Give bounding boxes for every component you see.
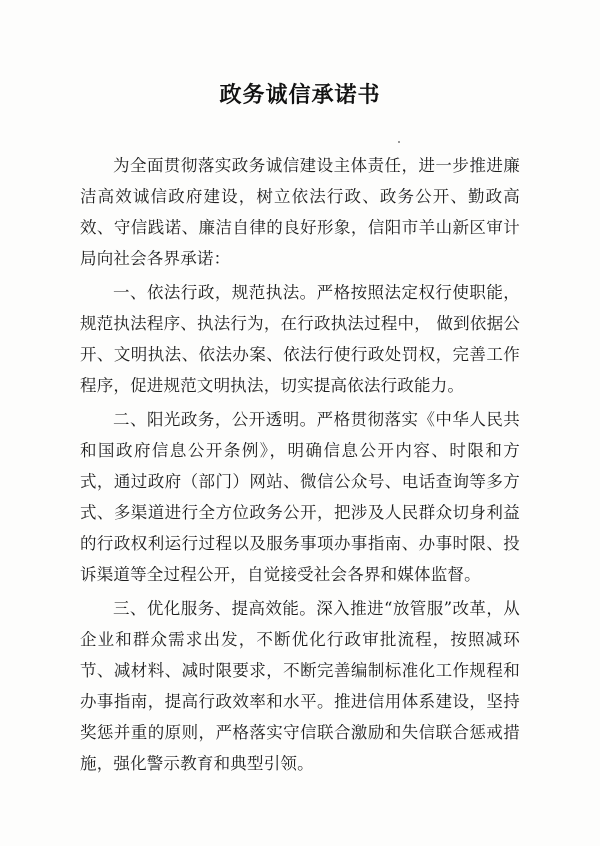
document-title: 政务诚信承诺书 bbox=[219, 82, 381, 108]
paragraph-service-efficiency: 三、优化服务、提高效能。深入推进“放管服”改革，从企业和群众需求出发，不断优化行政审批流程，按照减环节、减材料、减时限要求，不断完善编制标准化工作规程和办事指南，提高行政效率和水平。推进信用体系建设，坚持奖惩并重的原则，严格落实守信联合激励和失信联合惩戒措施，强化警示教育和典型引领。 bbox=[80, 599, 520, 773]
paragraph-law-enforcement: 一、依法行政，规范执法。严格按照法定权行使职能，规范执法程序、执法行为，在行政执法过程中， 做到依据公开、文明执法、依法办案、依法行使行政处罚权，完善工作程序，促进规范文明执法，切实提高依法行政能力。 bbox=[80, 283, 520, 395]
document-body bbox=[80, 150, 520, 779]
paragraph-open-government: 二、阳光政务，公开透明。严格贯彻落实《中华人民共和国政府信息公开条例》，明确信息公开内容、时限和方式，通过政府（部门）网站、微信公众号、电话查询等多方式、多渠道进行全方位政务公开，把涉及人民群众切身利益的行政权利运行过程以及服务事项办事指南、办事时限、投诉渠道等全过程公开，自觉接受社会各界和媒体监督。 bbox=[80, 410, 520, 584]
scan-speck bbox=[398, 141, 400, 143]
paragraph-intro: 为全面贯彻落实政务诚信建设主体责任，进一步推进廉洁高效诚信政府建设，树立依法行政、政务公开、勤政高效、守信践诺、廉洁自律的良好形象，信阳市羊山新区审计局向社会各界承诺： bbox=[80, 156, 520, 268]
